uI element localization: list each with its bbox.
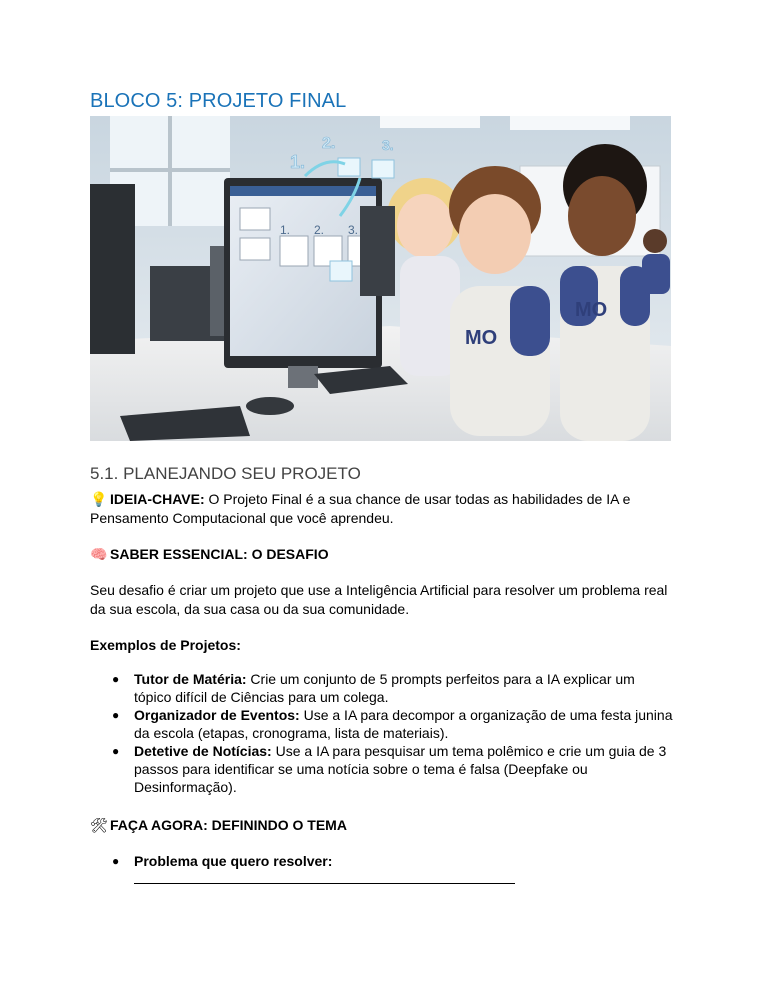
example-label: Tutor de Matéria: [134,671,247,687]
examples-list [90,670,675,796]
essential-label: SABER ESSENCIAL: O DESAFIO [110,546,329,562]
idea-text: O Projeto Final é a sua chance de usar todas as habilidades de IA e Pensamento Computacional que você aprendeu. [90,491,631,526]
todo-list [90,852,675,870]
svg-text:MO: MO [575,299,608,321]
examples-title [90,636,675,655]
idea-label: IDEIA-CHAVE: [110,491,205,507]
bullet-icon: ● [112,854,120,868]
essential-heading [90,545,675,564]
list-item [90,670,675,706]
example-text: Use a IA para decompor a organização de uma festa junina da escola (etapas, cronograma, lista de materiais). [134,707,673,741]
list-item [90,742,675,796]
brain-icon: 🧠 [90,546,108,562]
svg-text:2.: 2. [322,135,336,152]
classroom-illustration [90,116,671,441]
svg-text:1.: 1. [280,223,291,237]
example-label: Detetive de Notícias: [134,743,272,759]
example-label: Organizador de Eventos: [134,707,300,723]
section-title: 5.1. PLANEJANDO SEU PROJETO [90,464,361,483]
challenge-paragraph: Seu desafio é criar um projeto que use a Inteligência Artificial para resolver um problema real da sua escola, da sua casa ou da sua comunidade. [90,582,668,617]
lightbulb-icon: 💡 [90,491,108,507]
do-now-label: FAÇA AGORA: DEFININDO O TEMA [110,817,347,833]
svg-text:3.: 3. [348,223,359,237]
do-now-heading [90,816,675,835]
tools-icon: 🛠 [90,817,108,833]
todo-label: Problema que quero resolver: [134,853,333,869]
bullet-icon: ● [112,744,120,758]
answer-line[interactable] [134,883,515,884]
svg-text:MO: MO [465,327,498,349]
hero-illustration [90,116,671,441]
svg-text:3.: 3. [382,137,394,153]
examples-title-text: Exemplos de Projetos: [90,637,241,653]
svg-text:2.: 2. [314,223,325,237]
block-title: BLOCO 5: PROJETO FINAL [90,90,347,112]
svg-text:1.: 1. [290,152,306,172]
list-item [90,706,675,742]
list-item [90,852,675,870]
example-text: Use a IA para pesquisar um tema polêmico e crie um guia de 3 passos para identificar se uma notícia sobre o tema é falsa (Deepfake ou Desinformação). [134,743,667,795]
bullet-icon: ● [112,708,120,722]
example-text: Crie um conjunto de 5 prompts perfeitos para a IA explicar um tópico difícil de Ciências para um colega. [134,671,635,705]
idea-paragraph [90,490,675,528]
bullet-icon: ● [112,672,120,686]
